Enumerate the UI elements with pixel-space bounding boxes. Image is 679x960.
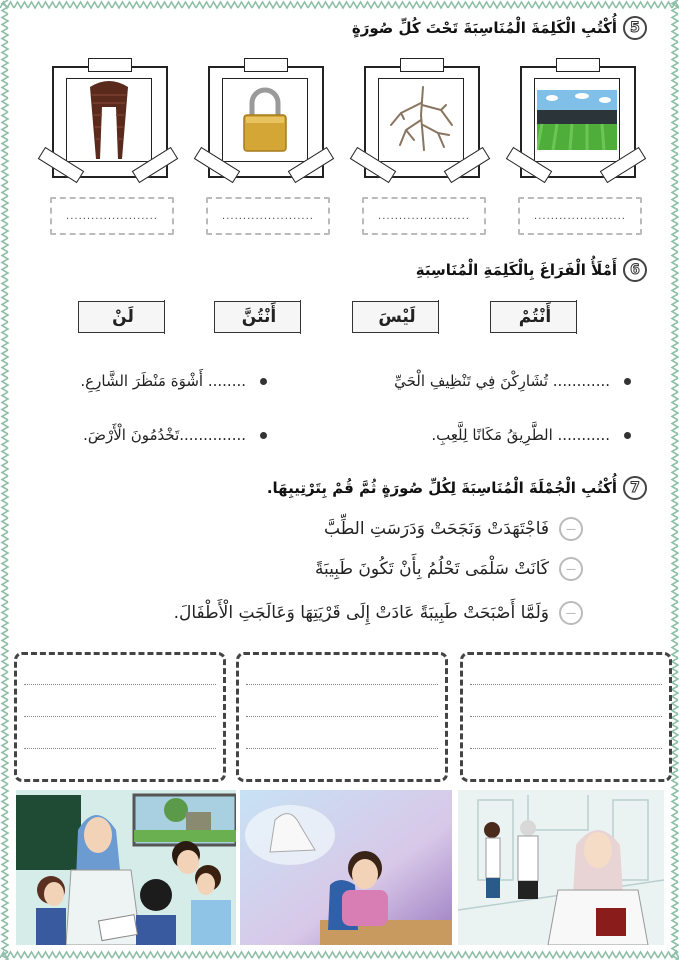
order-number-input[interactable]: — (559, 557, 583, 581)
exercise-number-badge: 6 (623, 258, 647, 282)
answer-box-root[interactable]: ...................... (362, 197, 486, 235)
order-sentence-2 (315, 557, 583, 581)
exercise-6-heading (416, 258, 647, 282)
order-number-input[interactable]: — (559, 517, 583, 541)
exercise-5-heading (352, 16, 647, 40)
exercise-5-title: أُكْتُبِ الْكَلِمَةَ الْمُنَاسِبَةَ تَحْتَ كُلِّ صُورَةٍ (351, 19, 617, 37)
exercise-number-badge: 7 (623, 476, 647, 500)
girl-dreaming-illustration (240, 790, 452, 945)
writing-box-2[interactable] (236, 652, 448, 782)
root-icon (386, 85, 456, 155)
word-card-laysa[interactable]: لَيْسَ (352, 301, 442, 333)
bullet-icon (624, 378, 631, 385)
sentence-text: فَاجْتَهَدَتْ وَنَجَحَتْ وَدَرَسَتِ الطِّبَّ (324, 519, 549, 539)
braid-icon (84, 78, 134, 162)
exercise-number-badge: 5 (623, 16, 647, 40)
order-number-input[interactable]: — (559, 601, 583, 625)
word-card-lan[interactable]: لَنْ (78, 301, 168, 333)
writing-box-1[interactable] (14, 652, 226, 782)
sentence-text: كَانَتْ سَلْمَى تَحْلُمُ بِأَنْ تَكُونَ طَبِيبَةً (314, 559, 549, 579)
sentence-text: وَلَمَّا أَصْبَحَتْ طَبِيبَةً عَادَتْ إِلَى قَرْيَتِهَا وَعَالَجَتِ الْأَطْفَالَ. (173, 603, 549, 623)
bullet-icon (624, 432, 631, 439)
doctor-with-children-illustration (16, 790, 236, 945)
fill-sentence-2 (80, 372, 267, 390)
sentence-text: ........... الطَّرِيقُ مَكَانًا لِلَّعِبِ. (431, 426, 610, 444)
sentence-text: ............ تُشَارِكْنَ فِي تَنْظِيفِ الْحَيِّ (394, 372, 610, 390)
writing-box-3[interactable] (460, 652, 672, 782)
fill-sentence-4 (83, 426, 267, 444)
answer-box-braid[interactable]: ...................... (50, 197, 174, 235)
order-sentence-1 (324, 517, 583, 541)
padlock-icon (240, 85, 290, 155)
picture-frame-stadium (512, 58, 640, 184)
fill-sentence-3 (431, 426, 631, 444)
order-sentence-3 (174, 601, 583, 625)
picture-frame-root (356, 58, 484, 184)
picture-frame-braid (44, 58, 172, 184)
word-card-antunna[interactable]: أَنْتُنَّ (214, 301, 304, 333)
sentence-text: ..............تَخْدُمُونَ الْأَرْضَ. (83, 426, 246, 444)
answer-box-padlock[interactable]: ...................... (206, 197, 330, 235)
picture-frame-padlock (200, 58, 328, 184)
exercise-6-title: أَمْلَأُ الْفَرَاغَ بِالْكَلِمَةِ الْمُنَاسِبَةِ (415, 261, 617, 279)
bullet-icon (260, 378, 267, 385)
exercise-7-heading (267, 476, 647, 500)
fill-sentence-1 (394, 372, 631, 390)
exercise-7-title: أُكْتُبِ الْجُمْلَةَ الْمُنَاسِبَةَ لِكُلِّ صُورَةٍ ثُمَّ قُمْ بِتَرْتِيبِهَا. (266, 479, 617, 497)
stadium-icon (537, 90, 617, 150)
bullet-icon (260, 432, 267, 439)
sentence-text: ........ أَشْوَهَ مَنْظَرَ الشَّارِعِ. (80, 372, 246, 390)
answer-box-stadium[interactable]: ...................... (518, 197, 642, 235)
doctor-hospital-illustration (458, 790, 664, 945)
word-card-antum[interactable]: أَنْتُمْ (490, 301, 580, 333)
